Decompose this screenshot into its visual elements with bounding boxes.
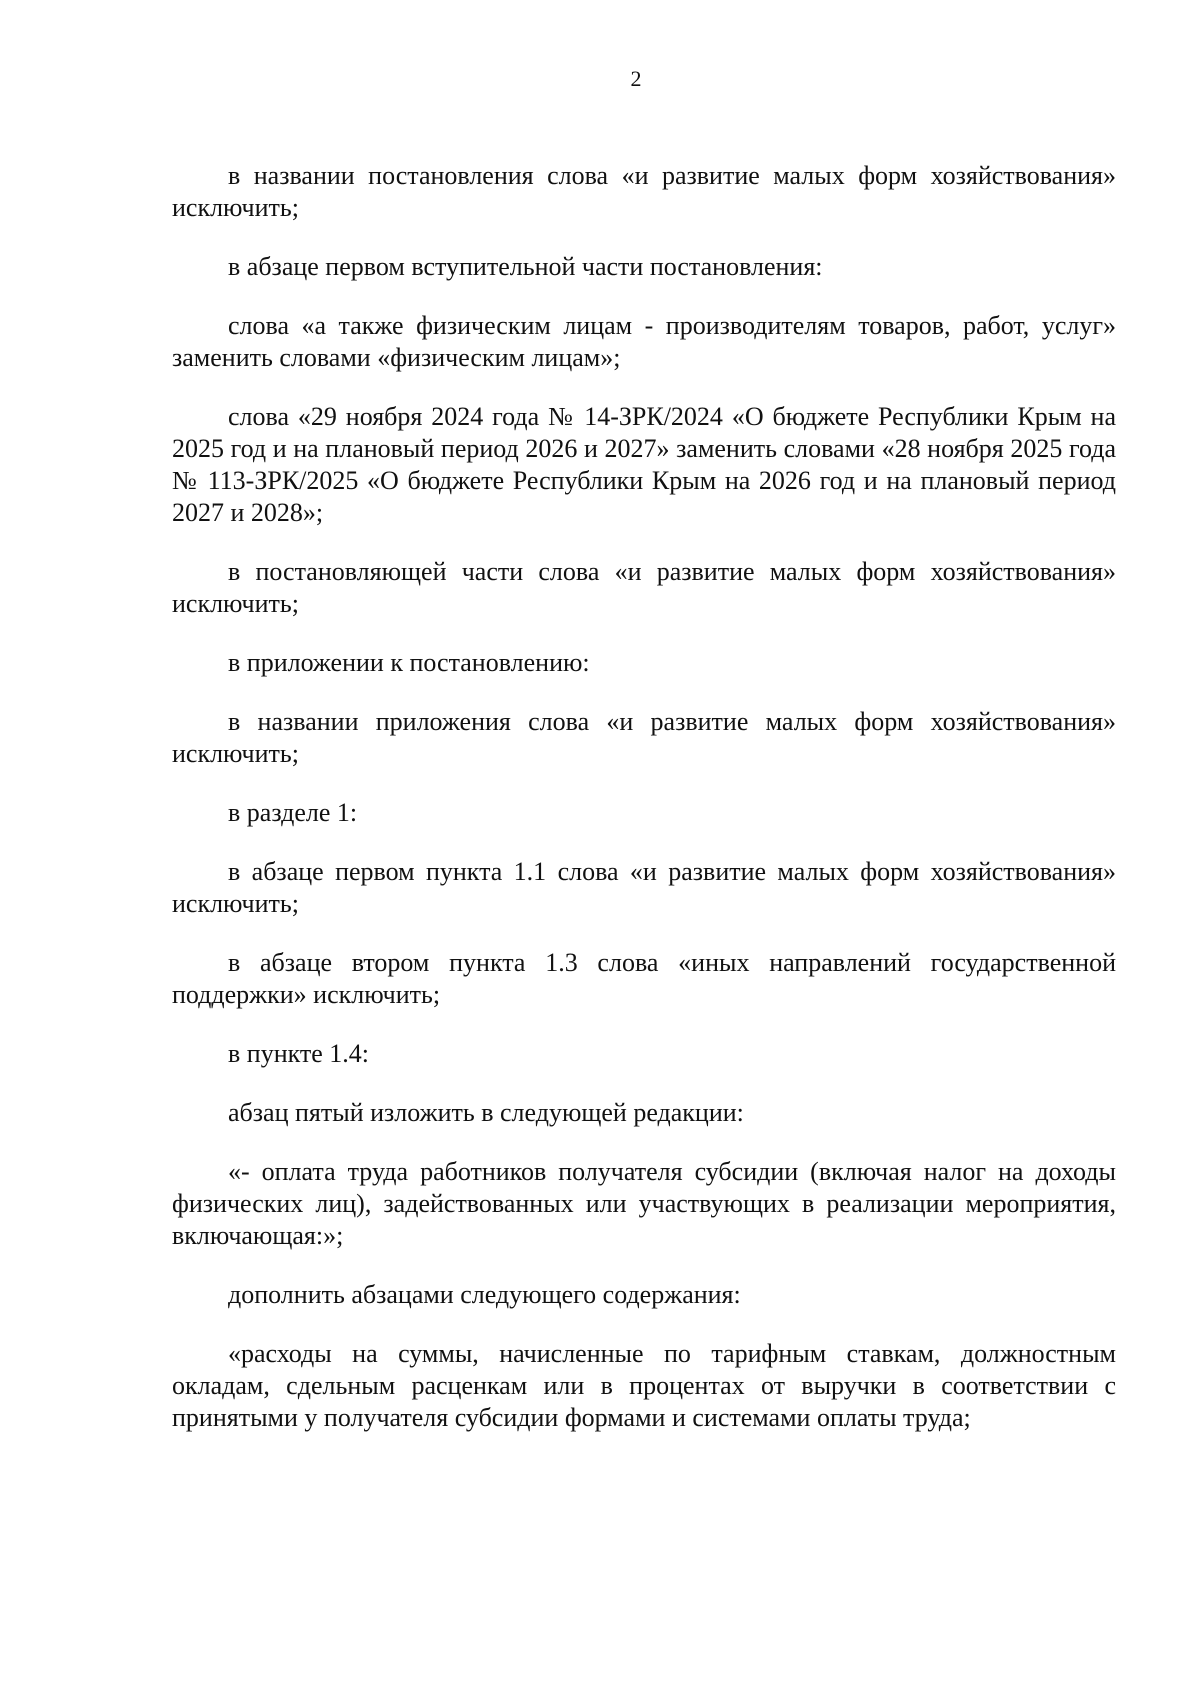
paragraph-supplement: дополнить абзацами следующего содержания: <box>228 1280 741 1309</box>
paragraph-item-1-4: в пункте 1.4: <box>228 1039 370 1068</box>
document-body <box>172 160 1116 1434</box>
page-number: 2 <box>630 66 642 91</box>
paragraph-labor-payment: «- оплата труда работников получателя субсидии (включая налог на доходы физических лиц), задействованных или участвующих в реализации мероприятия, включающая:»; <box>172 1157 1116 1250</box>
paragraph-operative-part: в постановляющей части слова «и развитие малых форм хозяйствования» исключить; <box>172 557 1116 618</box>
paragraph-budget-law: слова «29 ноября 2024 года № 14-ЗРК/2024 «О бюджете Республики Крым на 2025 год и на плановый период 2026 и 2027» заменить словами «28 ноября 2025 года № 113-ЗРК/2025 «О бюджете Республики Крым на 2026 год и на плановый период 2027 и 2028»; <box>172 402 1116 527</box>
paragraph-item-1-3: в абзаце втором пункта 1.3 слова «иных направлений государственной поддержки» исключить; <box>172 948 1116 1009</box>
paragraph-words-individuals: слова «а также физическим лицам - производителям товаров, работ, услуг» заменить словами «физическим лицам»; <box>172 311 1116 372</box>
paragraph-section-1: в разделе 1: <box>228 798 358 827</box>
paragraph-intro-first: в абзаце первом вступительной части постановления: <box>228 252 823 281</box>
paragraph-name-amendment: в названии постановления слова «и развитие малых форм хозяйствования» исключить; <box>172 161 1116 222</box>
paragraph-fifth-abzac: абзац пятый изложить в следующей редакции: <box>228 1098 744 1127</box>
paragraph-item-1-1: в абзаце первом пункта 1.1 слова «и развитие малых форм хозяйствования» исключить; <box>172 857 1116 918</box>
paragraph-annex-name: в названии приложения слова «и развитие малых форм хозяйствования» исключить; <box>172 707 1116 768</box>
paragraph-annex: в приложении к постановлению: <box>228 648 590 677</box>
paragraph-expenses: «расходы на суммы, начисленные по тарифным ставкам, должностным окладам, сдельным расценкам или в процентах от выручки в соответствии с принятыми у получателя субсидии формами и системами оплаты труда; <box>172 1339 1116 1432</box>
